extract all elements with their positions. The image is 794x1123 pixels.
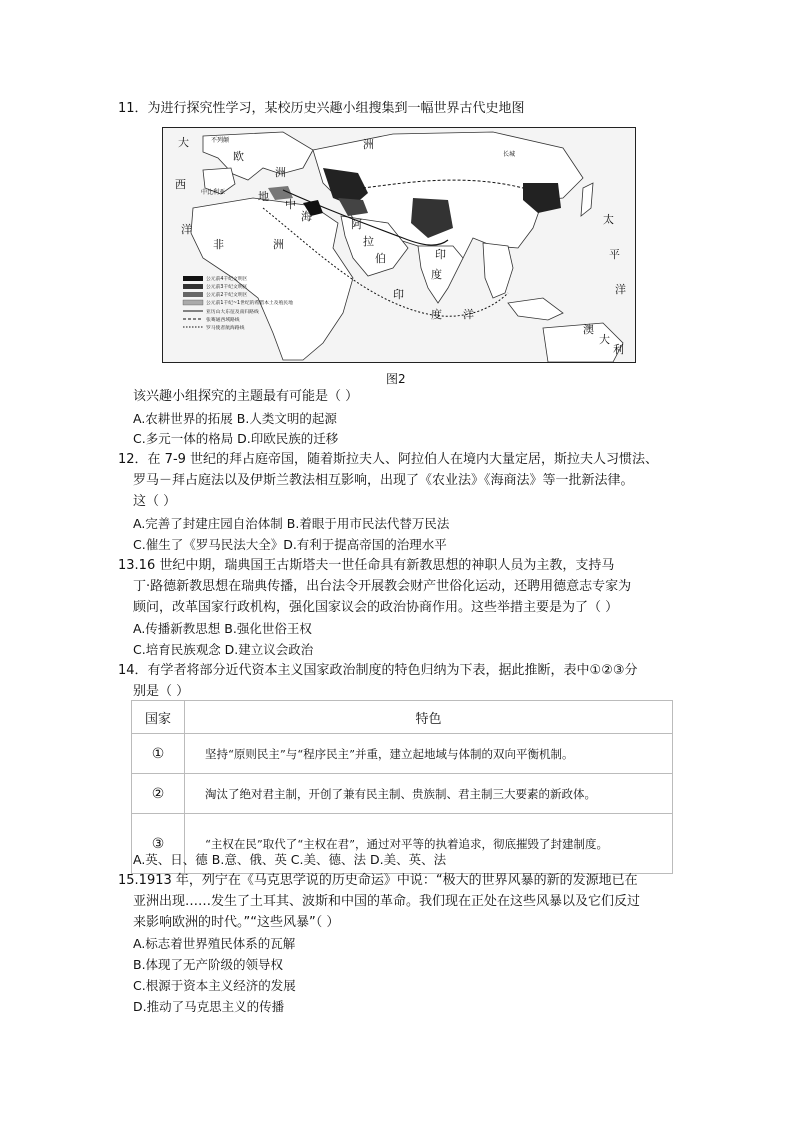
q11-stem: 11．为进行探究性学习，某校历史兴趣小组搜集到一幅世界古代史地图 [118,101,525,116]
q12-options-row2: C.催生了《罗马民法大全》D.有利于提高帝国的治理水平 [133,537,447,552]
q13-line1: 13.16 世纪中期，瑞典国王古斯塔夫一世任命具有新教思想的神职人员为主教，支持马 [118,558,615,573]
map-label: 地 [258,190,269,203]
map-label: 洲 [275,166,286,179]
map-label: 海 [301,210,312,223]
political-system-table [131,700,673,874]
map-small-label: 不列颠 [211,137,230,144]
row-number: ② [132,774,185,814]
map-label: 阿 [351,218,362,231]
row-number: ③ [132,814,185,874]
q15-option-a: A.标志着世界殖民体系的瓦解 [133,936,296,951]
q13-line2: 丁·路德新教思想在瑞典传播，出台法令开展教会财产世俗化运动，还聘用德意志专家为 [133,579,632,594]
q13-line3: 顾问，改革国家行政机构，强化国家议会的政治协商作用。这些举措主要是为了（ ） [133,600,619,615]
row-feature: 坚持“原则民主”与“程序民主”并重，建立起地域与体制的双向平衡机制。 [185,734,673,774]
map-label: 太 [603,213,614,226]
map-label: 洋 [463,308,474,321]
map-label: 平 [609,248,620,261]
map-label: 洋 [615,283,626,296]
map-label: 拉 [363,235,374,248]
row-feature: 淘汰了绝对君主制，开创了兼有民主制、贵族制、君主制三大要素的新政体。 [185,774,673,814]
row-feature: “主权在民”取代了“主权在君”，通过对平等的执着追求，彻底摧毁了封建制度。 [185,814,673,874]
legend-item: 公元前3千纪文明区 [206,285,248,290]
ancient-world-map [162,127,636,363]
q12-options-row1: A.完善了封建庄园自治体制 B.着眼于用市民法代替万民法 [133,516,450,531]
q12-line1: 12．在 7-9 世纪的拜占庭帝国，随着斯拉夫人、阿拉伯人在境内大量定居，斯拉夫人习惯法、 [118,452,659,467]
map-label: 澳 [583,323,594,336]
table-header-feature: 特色 [185,701,673,734]
q15-option-c: C.根源于资本主义经济的发展 [133,978,296,993]
map-label: 度 [431,268,442,281]
q11-prompt: 该兴趣小组探究的主题最有可能是（ ） [133,389,359,404]
q12-line3: 这（ ） [133,494,177,509]
q12-line2: 罗马－拜占庭法以及伊斯兰教法相互影响，出现了《农业法》《海商法》等一批新法律。 [133,473,634,488]
legend-item: 张骞通西域路线 [206,318,240,323]
figure-caption: 图2 [386,372,406,386]
map-label: 印 [393,288,404,301]
map-label: 中 [285,198,296,211]
q11-options-row2: C.多元一体的格局 D.印欧民族的迁移 [133,431,339,446]
map-label: 大 [599,333,610,346]
legend-item: 公元前4千纪文明区 [206,277,248,282]
row-number: ① [132,734,185,774]
q13-options-row1: A.传播新教思想 B.强化世俗王权 [133,621,312,636]
legend-item: 公元前1千纪~1世纪的希腊本土及殖民地 [206,301,293,306]
q14-line2: 别是（ ） [133,684,190,699]
map-svg [163,128,635,362]
map-label: 大 [178,136,189,149]
legend-item: 公元前2千纪文明区 [206,293,248,298]
q11-options-row1: A.农耕世界的拓展 B.人类文明的起源 [133,411,337,426]
table-header-country: 国家 [132,701,185,734]
q15-line1: 15.1913 年，列宁在《马克思学说的历史命运》中说：“极大的世界风暴的新的发源地已在 [118,873,638,888]
map-label: 度 [431,308,442,321]
q15-line3: 来影响欧洲的时代。”“这些风暴”（ ） [133,915,340,930]
map-label: 非 [213,238,224,251]
q14-line1: 14．有学者将部分近代资本主义国家政治制度的特色归纳为下表，据此推断，表中①②③分 [118,663,638,678]
legend-item: 罗马使者航海路线 [206,326,245,331]
map-small-label: 长城 [503,151,516,158]
map-label: 欧 [233,150,244,163]
q15-line2: 亚洲出现……发生了土耳其、波斯和中国的革命。我们现在正处在这些风暴以及它们反过 [133,894,641,909]
legend-item: 亚历山大东征及南归路线 [206,310,259,315]
map-label: 印 [435,248,446,261]
map-label: 洲 [273,238,284,251]
table-header-row [132,701,673,734]
table-row [132,734,673,774]
q13-options-row2: C.培育民族观念 D.建立议会政治 [133,642,314,657]
map-small-label: 中比利亚 [201,189,226,196]
q15-option-d: D.推动了马克思主义的传播 [133,999,285,1014]
map-label: 伯 [375,252,386,265]
map-label: 利 [613,343,624,356]
map-label: 洋 [181,223,192,236]
map-label: 西 [175,178,186,191]
q14-options: A.英、日、德 B.意、俄、英 C.美、德、法 D.美、英、法 [133,852,447,867]
map-label: 洲 [363,138,374,151]
table-row [132,774,673,814]
q15-option-b: B.体现了无产阶级的领导权 [133,957,284,972]
